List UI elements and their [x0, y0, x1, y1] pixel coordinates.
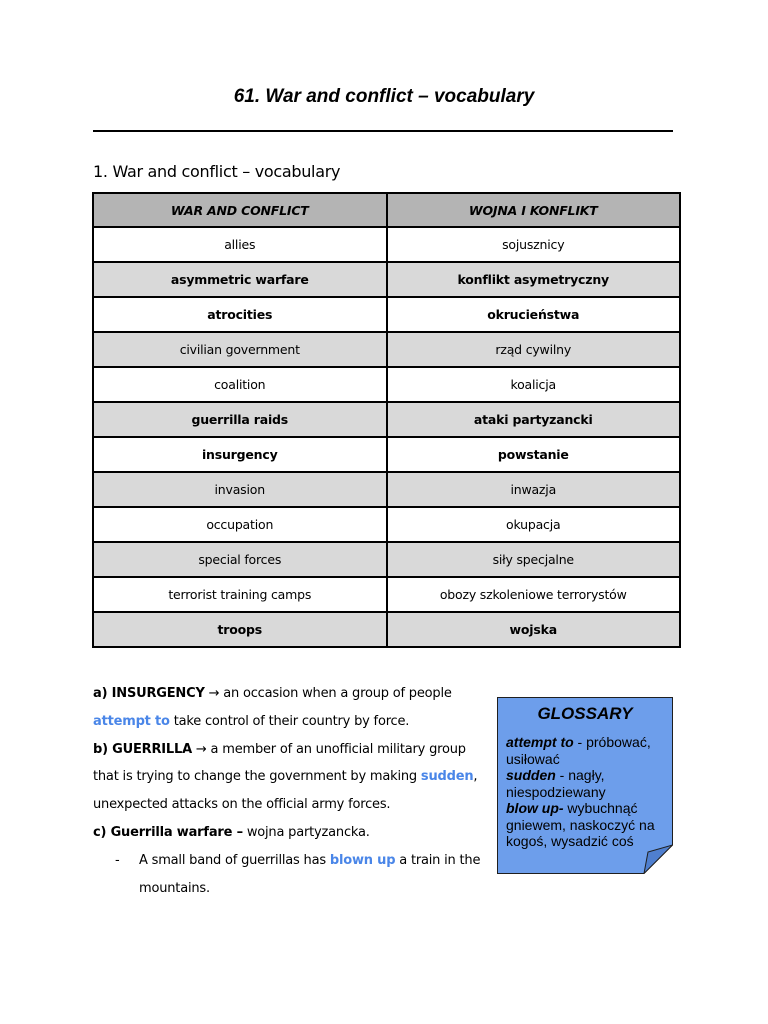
definition-text: → a member of an unofficial military group that is trying to change the government by making	[93, 741, 466, 785]
table-row	[93, 577, 680, 612]
definition-label: c) Guerrilla warfare –	[93, 824, 243, 840]
table-row	[93, 262, 680, 297]
table-row	[93, 297, 680, 332]
table-row	[93, 507, 680, 542]
polish-term-cell: siły specjalne	[387, 542, 681, 577]
glossary-term: sudden	[506, 767, 556, 783]
glossary-meaning: wybuchnąć gniewem, naskoczyć na kogoś, wysadzić coś	[506, 800, 655, 849]
polish-term-cell: inwazja	[387, 472, 681, 507]
bullet-dash: -	[115, 852, 120, 868]
table-row	[93, 402, 680, 437]
glossary-entry	[506, 734, 666, 767]
highlighted-phrase: blown up	[329, 852, 396, 868]
definition-label: b) GUERRILLA	[93, 741, 192, 757]
polish-term-cell: konflikt asymetryczny	[387, 262, 681, 297]
table-row	[93, 367, 680, 402]
example-text: a train in the mountains.	[139, 852, 481, 896]
table-row	[93, 472, 680, 507]
table-header-row	[93, 193, 680, 227]
english-term-cell: allies	[93, 227, 387, 262]
polish-term-cell: koalicja	[387, 367, 681, 402]
title-divider	[93, 130, 673, 132]
example-sentence	[93, 847, 493, 903]
glossary-note	[497, 697, 673, 874]
english-term-cell: guerrilla raids	[93, 402, 387, 437]
polish-term-cell: rząd cywilny	[387, 332, 681, 367]
definition-guerrilla-warfare	[93, 819, 493, 847]
polish-term-cell: powstanie	[387, 437, 681, 472]
english-term-cell: invasion	[93, 472, 387, 507]
table-row	[93, 227, 680, 262]
english-term-cell: special forces	[93, 542, 387, 577]
example-text: A small band of guerrillas has	[139, 852, 330, 868]
english-term-cell: insurgency	[93, 437, 387, 472]
glossary-meaning: - próbować, usiłować	[506, 734, 651, 767]
glossary-term: blow up-	[506, 800, 564, 816]
definition-text: → an occasion when a group of people	[204, 686, 452, 701]
polish-term-cell: ataki partyzancki	[387, 402, 681, 437]
definitions-section	[93, 680, 493, 902]
table-row	[93, 332, 680, 367]
highlighted-phrase: attempt to	[93, 713, 170, 729]
polish-term-cell: wojska	[387, 612, 681, 647]
definition-insurgency	[93, 680, 493, 736]
definition-text: wojna partyzancka.	[242, 824, 370, 840]
english-term-cell: coalition	[93, 367, 387, 402]
vocabulary-table	[92, 192, 681, 648]
english-term-cell: occupation	[93, 507, 387, 542]
definition-guerrilla	[93, 736, 493, 819]
glossary-title: GLOSSARY	[537, 704, 633, 723]
glossary-term: attempt to	[506, 734, 574, 750]
definition-label: a) INSURGENCY	[93, 686, 205, 701]
table-row	[93, 542, 680, 577]
glossary-meaning: - nagły, niespodziewany	[506, 767, 606, 800]
polish-term-cell: obozy szkoleniowe terrorystów	[387, 577, 681, 612]
glossary-entry	[506, 767, 666, 800]
column-header-polish: WOJNA I KONFLIKT	[387, 193, 681, 227]
polish-term-cell: okupacja	[387, 507, 681, 542]
polish-term-cell: sojusznicy	[387, 227, 681, 262]
glossary-entries	[506, 734, 666, 850]
english-term-cell: civilian government	[93, 332, 387, 367]
english-term-cell: terrorist training camps	[93, 577, 387, 612]
highlighted-phrase: sudden	[420, 769, 474, 785]
section-heading: 1. War and conflict – vocabulary	[93, 162, 341, 181]
document-title: 61. War and conflict – vocabulary	[233, 86, 535, 107]
english-term-cell: troops	[93, 612, 387, 647]
glossary-entry	[506, 800, 666, 850]
english-term-cell: asymmetric warfare	[93, 262, 387, 297]
polish-term-cell: okrucieństwa	[387, 297, 681, 332]
vocabulary-table-body	[93, 227, 680, 647]
definition-text: take control of their country by force.	[169, 713, 410, 729]
table-row	[93, 437, 680, 472]
english-term-cell: atrocities	[93, 297, 387, 332]
definition-text: , unexpected attacks on the official army forces.	[93, 769, 478, 813]
table-row	[93, 612, 680, 647]
column-header-english: WAR AND CONFLICT	[93, 193, 387, 227]
